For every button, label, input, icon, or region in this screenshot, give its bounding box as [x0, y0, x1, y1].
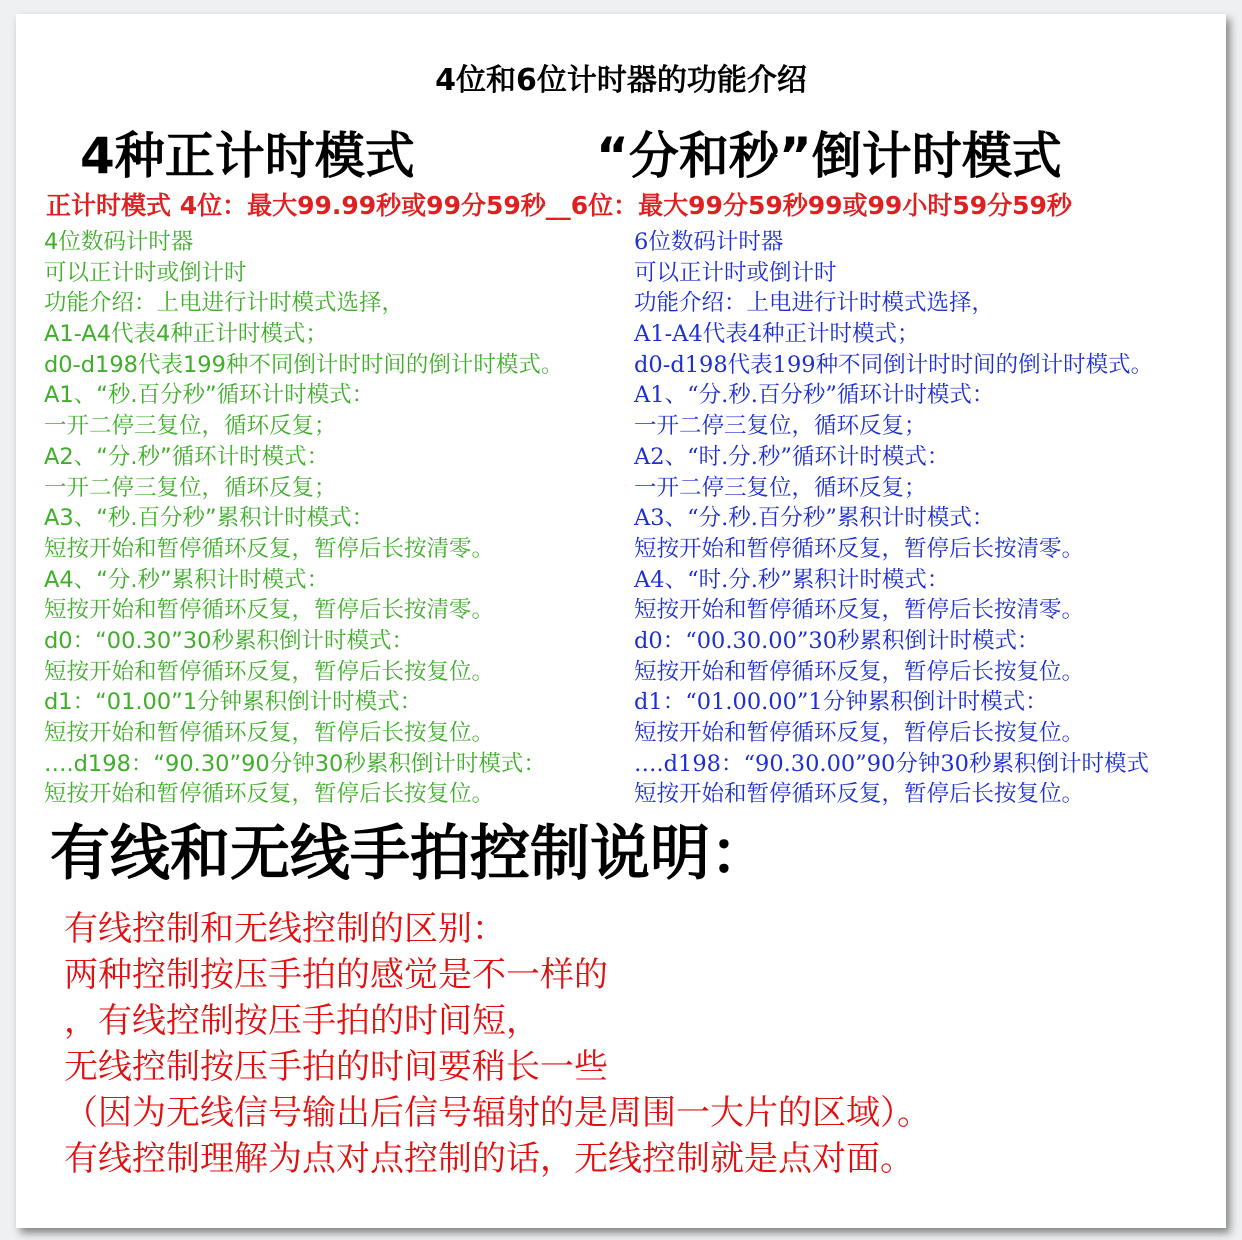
list-item: 无线控制按压手拍的时间要稍长一些 [64, 1047, 608, 1087]
four-digit-timer-column [44, 227, 563, 810]
list-item: d0-d198代表199种不同倒计时时间的倒计时模式。 [44, 351, 564, 378]
list-item: d1：“01.00”1分钟累积倒计时模式： [44, 689, 423, 716]
list-item: 短按开始和暂停循环反复，暂停后长按复位。 [634, 720, 1085, 746]
list-item: 一开二停三复位，循环反复； [44, 413, 337, 440]
list-item: 短按开始和暂停循环反复，暂停后长按复位。 [44, 720, 495, 746]
list-item: （因为无线信号输出后信号辐射的是周围一大片的区域）。 [64, 1093, 931, 1133]
list-item: d0-d198代表199种不同倒计时时间的倒计时模式。 [634, 351, 1154, 378]
list-item: 有线控制和无线控制的区别： [64, 909, 506, 949]
list-item: 4位数码计时器 [44, 229, 194, 255]
list-item: 短按开始和暂停循环反复，暂停后长按清零。 [44, 597, 495, 624]
list-item: A3、“分.秒.百分秒”累积计时模式： [634, 505, 995, 532]
list-item: 短按开始和暂停循环反复，暂停后长按复位。 [634, 781, 1085, 808]
six-digit-timer-column [634, 227, 1153, 810]
list-item: 短按开始和暂停循环反复，暂停后长按复位。 [44, 658, 495, 685]
list-item: 两种控制按压手拍的感觉是不一样的 [64, 955, 608, 995]
list-item: 短按开始和暂停循环反复，暂停后长按清零。 [634, 535, 1085, 562]
list-item: 短按开始和暂停循环反复，暂停后长按复位。 [634, 658, 1085, 685]
list-item: A1、“分.秒.百分秒”循环计时模式： [634, 382, 995, 409]
list-item: 有线控制理解为点对点控制的话，无线控制就是点对面。 [64, 1139, 914, 1179]
list-item: A1、“秒.百分秒”循环计时模式： [44, 382, 375, 409]
list-item: ….d198：“90.30.00”90分钟30秒累积倒计时模式 [634, 750, 1149, 777]
list-item: 短按开始和暂停循环反复，暂停后长按复位。 [44, 781, 495, 808]
list-item: 可以正计时或倒计时 [634, 259, 837, 286]
list-item: 功能介绍：上电进行计时模式选择， [44, 290, 405, 317]
subtitle-countdown-modes: “分和秒”倒计时模式 [596, 127, 1062, 185]
list-item: 一开二停三复位，循环反复； [44, 474, 337, 501]
list-item: A1-A4代表4种正计时模式； [634, 321, 920, 348]
list-item: 一开二停三复位，循环反复； [634, 413, 927, 440]
list-item: 一开二停三复位，循环反复； [634, 474, 927, 501]
subtitle-count-up-modes: 4种正计时模式 [80, 127, 415, 185]
list-item: 6位数码计时器 [634, 229, 784, 255]
list-item: A4、“时.分.秒”累积计时模式： [634, 566, 950, 593]
list-item: A2、“分.秒”循环计时模式： [44, 443, 330, 470]
list-item: A1-A4代表4种正计时模式； [44, 321, 328, 348]
list-item: ，有线控制按压手拍的时间短， [64, 1001, 540, 1041]
list-item: 短按开始和暂停循环反复，暂停后长按清零。 [44, 535, 495, 562]
list-item: d0：“00.30.00”30秒累积倒计时模式： [634, 627, 1040, 654]
wired-wireless-heading: 有线和无线手拍控制说明： [50, 819, 770, 889]
list-item: 功能介绍：上电进行计时模式选择， [634, 290, 995, 317]
list-item: d0：“00.30”30秒累积倒计时模式： [44, 627, 414, 654]
list-item: 可以正计时或倒计时 [44, 259, 247, 286]
wired-wireless-explanation [64, 906, 931, 1182]
list-item: A2、“时.分.秒”循环计时模式： [634, 443, 950, 470]
document-page [16, 14, 1226, 1228]
list-item: 短按开始和暂停循环反复，暂停后长按清零。 [634, 597, 1085, 624]
list-item: d1：“01.00.00”1分钟累积倒计时模式： [634, 689, 1048, 716]
list-item: A4、“分.秒”累积计时模式： [44, 566, 330, 593]
max-range-summary: 正计时模式 4位：最大99.99秒或99分59秒__6位：最大99分59秒99或99小时59分59秒 [46, 191, 1072, 220]
list-item: A3、“秒.百分秒”累积计时模式： [44, 505, 375, 532]
list-item: ….d198：“90.30”90分钟30秒累积倒计时模式： [44, 750, 546, 777]
page-title: 4位和6位计时器的功能介绍 [435, 63, 807, 98]
